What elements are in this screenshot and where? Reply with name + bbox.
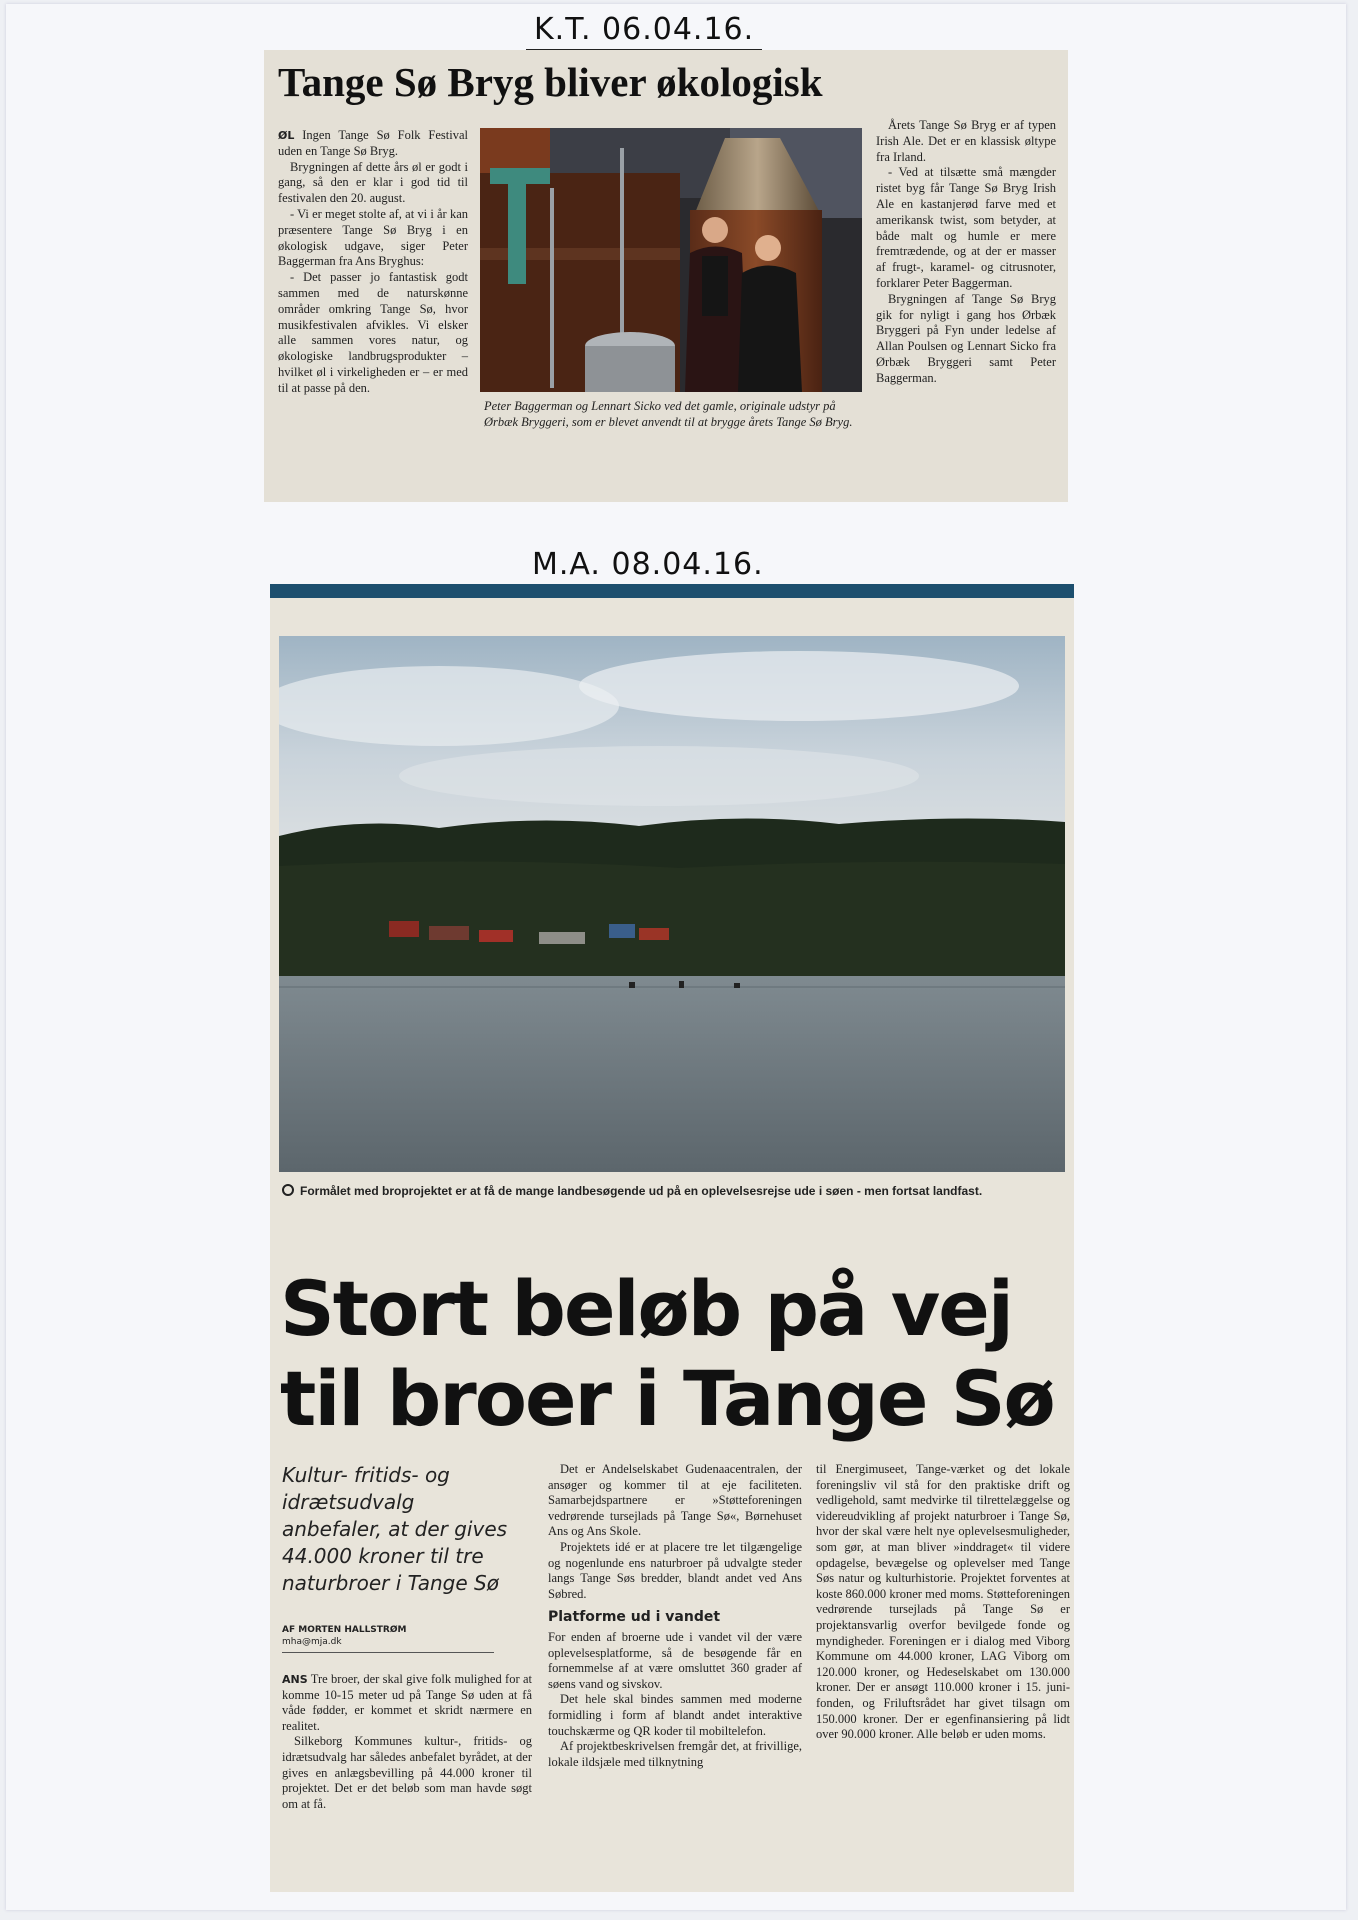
paragraph: Det er Andelselskabet Gudenaacentralen, der ansøger og kommer til at eje faciliteten. Samarbejdspartnere er »Støtteforeningen vedrørende tursejlads på Tange Sø«, Børnehuset Ans og Ans Skole.	[548, 1462, 802, 1539]
article-column-1	[282, 1672, 532, 1812]
article-lead-word: ANS	[282, 1673, 308, 1686]
byline-name: AF MORTEN HALLSTRØM	[282, 1625, 407, 1635]
headline-line: til broer i Tange Sø	[280, 1354, 1054, 1443]
paragraph: - Vi er meget stolte af, at vi i år kan præsentere Tange Sø Bryg i en økologisk udgave, siger Peter Baggerman fra Ans Bryghus:	[278, 206, 468, 269]
newspaper-clipping-bridges	[270, 584, 1074, 1892]
paragraph: til Energimuseet, Tange-værket og det lokale foreningsliv vil stå for den praktiske drift og vedligehold, samt medvirke til tilrettelæggelse og videreudvikling af projekt naturbroer i Tange Sø, hvor der skal være helt nye oplevelsesmuligheder, som gør, at man bliver »inddraget« til videre opdagelse, bevægelse og oplevelser med Tange Søs natur og kulturhistorie. Projektet forventes at koste 860.000 kroner med moms. Støtteforeningen vedrørende tursejlads på Tange Sø er projektansvarlig overfor bevilgede fonde og myndigheder. Foreningen er i dialog med Viborg Kommune om 44.000 kroner, LAG Viborg om 120.000 kroner, og Hedeselskabet om 130.000 kroner. Der er ansøgt 110.000 kroner i 15. juni-fonden, og Friluftsrådet har givet tilsagn om 150.000 kroner. Der er egenfinansiering på lidt over 90.000 kroner. Alle beløb er uden moms.	[816, 1462, 1070, 1742]
paragraph: Silkeborg Kommunes kultur-, fritids- og idrætsudvalg har således anbefalet byrådet, at der gives en anlægsbevilling på 44.000 kroner til projektet. Det er det beløb som man havde søgt om at få.	[282, 1734, 532, 1811]
newspaper-clipping-brewery	[264, 50, 1068, 502]
paragraph: Det hele skal bindes sammen med moderne formidling i form af blandt andet interaktive touchskærme og QR koder til mobiltelefon.	[548, 1692, 802, 1738]
article-right-column	[876, 118, 1056, 387]
paragraph: Brygningen af dette års øl er godt i gang, så den er klar i god tid til festivalen den 20. august.	[278, 159, 468, 206]
article-column-3	[816, 1462, 1070, 1743]
photo-caption: Peter Baggerman og Lennart Sicko ved det gamle, originale udstyr på Ørbæk Bryggeri, som er blevet anvendt til at brygge årets Tange Sø Bryg.	[484, 399, 853, 429]
divider	[282, 1652, 494, 1653]
caption-bullet-icon	[282, 1184, 294, 1196]
album-page	[6, 4, 1346, 1910]
photo-caption: Formålet med broprojektet er at få de mange landbesøgende ud på en oplevelsesrejse ude i søen - men fortsat landfast.	[282, 1184, 1062, 1198]
paragraph: Af projektbeskrivelsen fremgår det, at frivillige, lokale ildsjæle med tilknytning	[548, 1739, 802, 1769]
page-top-bar	[270, 584, 1074, 598]
paragraph: Årets Tange Sø Bryg er af typen Irish Ale. Det er en klassisk øltype fra Irland.	[876, 118, 1056, 164]
headline-line: Stort beløb på vej	[280, 1264, 1012, 1353]
brewery-photo	[480, 128, 862, 392]
article-left-column	[278, 128, 468, 397]
paragraph: Projektets idé er at placere tre let tilgængelige og nogenlunde ens naturbroer på udvalgte steder langs Tange Søs bredder, blandt andet ved Ans Søbred.	[548, 1539, 802, 1601]
section-subhead: Platforme ud i vandet	[548, 1609, 721, 1626]
byline	[282, 1624, 406, 1648]
byline-email: mha@mja.dk	[282, 1637, 342, 1647]
handwritten-date-1: K.T. 06.04.16.	[526, 12, 762, 51]
paragraph: Ingen Tange Sø Folk Festival uden en Tange Sø Bryg.	[278, 128, 469, 158]
article-lead-word: ØL	[278, 129, 295, 142]
article-subheadline: Kultur- fritids- og idrætsudvalg anbefaler, at der gives 44.000 kroner til tre naturbroer i Tange Sø	[282, 1463, 508, 1595]
paragraph: - Ved at tilsætte små mængder ristet byg får Tange Sø Bryg Irish Ale en kastanjerød farve med et amerikansk twist, som betyder, at både malt og humle er mere fremtrædende, og at der er masser af frugt-, karamel- og citrusnoter, forklarer Peter Baggerman.	[876, 165, 1056, 290]
paragraph: Brygningen af Tange Sø Bryg gik for nyligt i gang hos Ørbæk Bryggeri på Fyn under ledelse af Allan Poulsen og Lennart Sicko fra Ørbæk Bryggeri samt Peter Baggerman.	[876, 291, 1056, 385]
handwritten-date-2: M.A. 08.04.16.	[532, 547, 764, 582]
article-column-2	[548, 1462, 802, 1770]
paragraph: - Det passer jo fantastisk godt sammen med de naturskønne områder omkring Tange Sø, hvor musikfestivalen afvikles. Vi elsker alle sammen vores natur, og økologiske landbrugsprodukter – hvilket øl i virkeligheden er – er med til at passe på den.	[278, 270, 468, 395]
lake-photo	[279, 636, 1065, 1172]
article-title: Tange Sø Bryg bliver økologisk	[278, 59, 823, 105]
paragraph: Tre broer, der skal give folk mulighed for at komme 10-15 meter ud på Tange Sø uden at få våde fødder, er kommet et skridt nærmere en realitet.	[282, 1672, 532, 1733]
article-headline	[280, 1264, 1054, 1444]
paragraph: For enden af broerne ude i vandet vil der være oplevelsesplatforme, så de besøgende får en fornemmelse af at være omsluttet 360 grader af søens vand og sivskov.	[548, 1629, 802, 1691]
